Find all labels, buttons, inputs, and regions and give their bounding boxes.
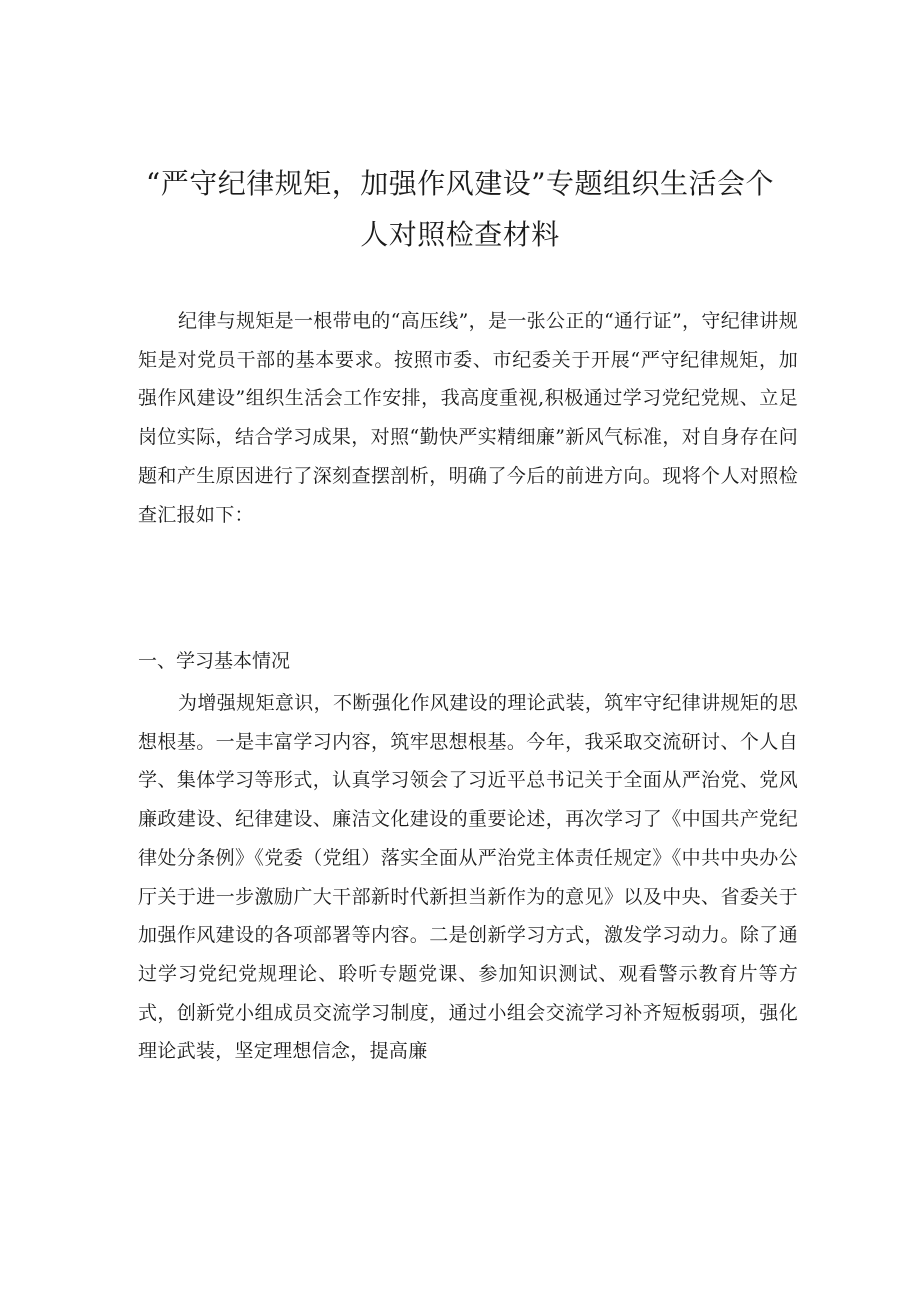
title-line-2: 人对照检查材料 (360, 218, 560, 251)
section-1-paragraph: 为增强规矩意识，不断强化作风建设的理论武装，筑牢守纪律讲规矩的思想根基。一是丰富学习内容，筑牢思想根基。今年，我采取交流研讨、个人自学、集体学习等形式，认真学习领会了习近平总书记关于全面从严治党、党风廉政建设、纪律建设、廉洁文化建设的重要论述，再次学习了《中国共产党纪律处分条例》《党委（党组）落实全面从严治党主体责任规定》《中共中央办公厅关于进一步激励广大干部新时代新担当新作为的意见》以及中央、省委关于加强作风建设的各项部署等内容。二是创新学习方式，激发学习动力。除了通过学习党纪党规理论、聆听专题党课、参加知识测试、观看警示教育片等方式，创新党小组成员交流学习制度，通过小组会交流学习补齐短板弱项，强化理论武装，坚定理想信念，提高廉 (138, 692, 798, 1063)
title-line-1: “严守纪律规矩，加强作风建设”专题组织生活会个 (145, 167, 775, 200)
section-heading-1: 一、学习基本情况 (138, 650, 291, 672)
intro-paragraph: 纪律与规矩是一根带电的“高压线”，是一张公正的“通行证”，守纪律讲规矩是对党员干部的基本要求。按照市委、市纪委关于开展“严守纪律规矩，加强作风建设”组织生活会工作安排，我高度重视,积极通过学习党纪党规、立足岗位实际，结合学习成果，对照“勤快严实精细廉”新风气标准，对自身存在问题和产生原因进行了深刻查摆剖析，明确了今后的前进方向。现将个人对照检查汇报如下： (138, 310, 798, 526)
document-title (138, 158, 782, 260)
